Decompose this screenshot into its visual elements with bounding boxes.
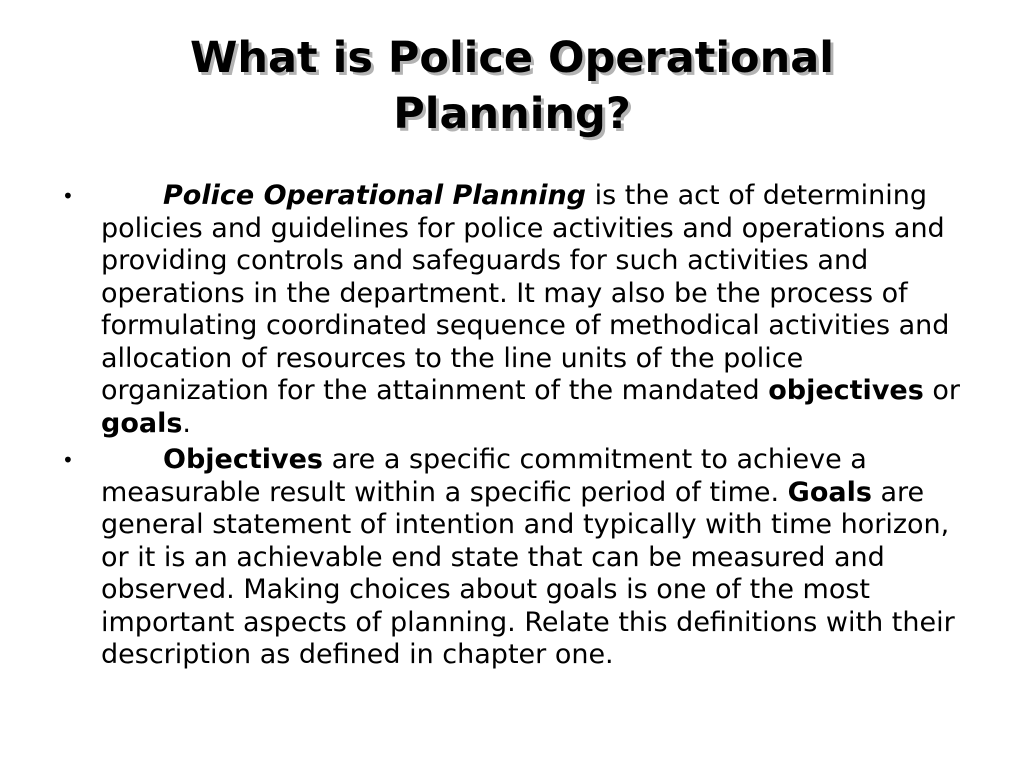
term-goals-definition: Goals [787,476,872,508]
bullet-list [62,180,977,676]
bullet-dot-icon: • [62,184,74,208]
term-police-operational-planning: Police Operational Planning [163,180,587,211]
bullet-dot-icon: • [62,448,74,472]
bullet1-end: . [182,407,192,439]
title-line-2: Planning? [393,89,631,139]
bullet1-or: or [923,375,960,406]
term-goals: goals [101,407,183,439]
bullet2-text: are a specific commitment to achieve a measurable result within a specific period of time. [101,444,867,508]
slide-title [0,30,1024,142]
term-objectives-definition: Objectives [163,444,323,475]
term-objectives: objectives [768,375,924,406]
bullet-item-planning-definition [62,180,977,440]
bullet2-text2: are general statement of intention and typically with time horizon, or it is an achievable end state that can be measured and observed. Making choices about goals is one of the most important aspects of planning. Relate this definitions with their description as defined in chapter one. [101,476,955,670]
bullet1-text: is the act of determining policies and guidelines for police activities and operations and providing controls and safeguards for such activities and operations in the department. It may also be the process of formulating coordinated sequence of methodical activities and allocation of resources to the line units of the police organization for the attainment of the mandated [101,180,950,406]
title-line-1: What is Police Operational [190,33,834,83]
bullet-item-objectives-goals [62,444,977,672]
